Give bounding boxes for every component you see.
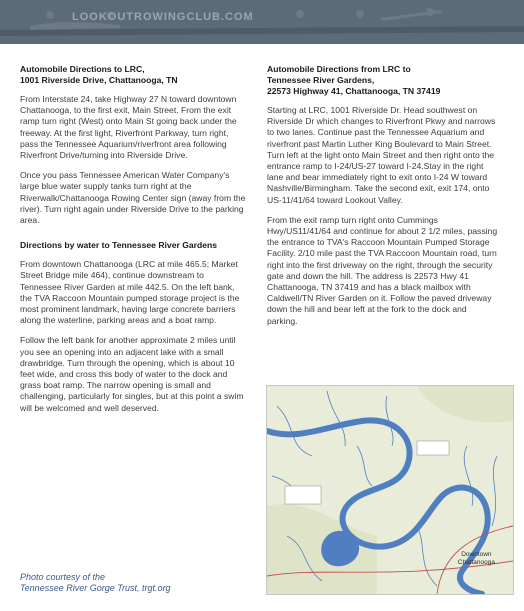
directions-to-lrc-heading [20,64,246,86]
directions-heading-line-1: Automobile Directions to LRC, [20,64,145,74]
water-directions-heading: Directions by water to Tennessee River Gardens [20,240,218,251]
water-directions-paragraph-2: Follow the left bank for another approximate 2 miles until you see an opening into an adjacent lake with a small drawbridge. Turn through the opening, which is about 10 feet wide, and cross this body of water to the dock and grass boat ramp. The narrow opening is small and challenging, particularly for singles, but at this point a swim will be welcomed and well deserved. [20,335,244,413]
water-directions-paragraph-1: From downtown Chattanooga (LRC at mile 465.5; Market Street Bridge mile 464), continue downstream to Tennessee River Garden at mile 442.5. On the left bank, the TVA Raccoon Mountain pumped storage project is the most prominent landmark, having large concrete barriers along the waterline, parking areas and a boat ramp. [20,259,240,326]
caption-line-1: Photo courtesy of the [20,572,106,582]
river-map [266,385,514,595]
directions-from-lrc-paragraph-1: Starting at LRC, 1001 Riverside Dr. Head southwest on Riverside Dr which changes to Riverfront Pkwy and narrows to two lanes. Continue past the Tennessee Aquarium and riverfront past Martin Luther King Boulevard to Main Street. Turn left at the light onto Main Street and then right onto the entrance ramp to I-24/US-27 toward I-24.Stay in the right lane and bear immediately right to exit onto I-24 W toward Nashville/Birmingham. Take the second exit, exit 174, onto US-11/41/64 toward Lookout Valley. [267,105,496,205]
photo-caption [20,572,171,593]
directions-from-lrc-heading [267,64,499,97]
directions-to-lrc-paragraph-1: From Interstate 24, take Highway 27 N toward downtown Chattanooga, to the first exit, Main Street. From the exit ramp turn right (West) onto Main St going back under the freeway. At the first light, Riverfront Parkway, turn right, pass the Tennessee Aquarium/riverfront area following Riverfront Drive/turning into Riverside Drive. [20,94,237,161]
from-lrc-heading-line-3: 22573 Highway 41, Chattanooga, TN 37419 [267,86,441,96]
right-column [267,64,499,336]
map-label-line-2: Chattanooga [457,558,495,566]
caption-line-2: Tennessee River Gorge Trust, trgt.org [20,582,171,593]
directions-heading-line-2: 1001 Riverside Drive, Chattanooga, TN [20,75,178,85]
map-label-line-1: Downtown [461,551,492,558]
directions-from-lrc-paragraph-2: From the exit ramp turn right onto Cummings Hwy/US11/41/64 and continue for about 2 1/2 miles, passing the entrance to TVA's Raccoon Mountain Pumped Storage Facility. 2/10 mile past the TVA Raccoon Mountain road, turn right into the first driveway on the right, through the security gate and down the hill. The address is 22573 Hwy 41 Chattanooga, TN 37419 and has a black mailbox with Caldwell/TN River Garden on it. Follow the paved driveway down the hill and bear left at the fork to the dock and parking. [267,214,498,326]
site-header [0,0,524,44]
directions-to-lrc-paragraph-2: Once you pass Tennessee American Water Company's large blue water supply tanks turn right at the Riverwalk/Chattanooga Rowing Center sign (away from the river). Turn right again under Riverside Drive to the parking area. [20,170,246,226]
downtown-chattanooga-label [458,551,495,566]
from-lrc-heading-line-1: Automobile Directions from LRC to [267,64,411,74]
site-url[interactable]: LOOKOUTROWINGCLUB.COM [72,11,254,23]
left-column [20,64,246,423]
from-lrc-heading-line-2: Tennessee River Gardens, [267,75,375,85]
